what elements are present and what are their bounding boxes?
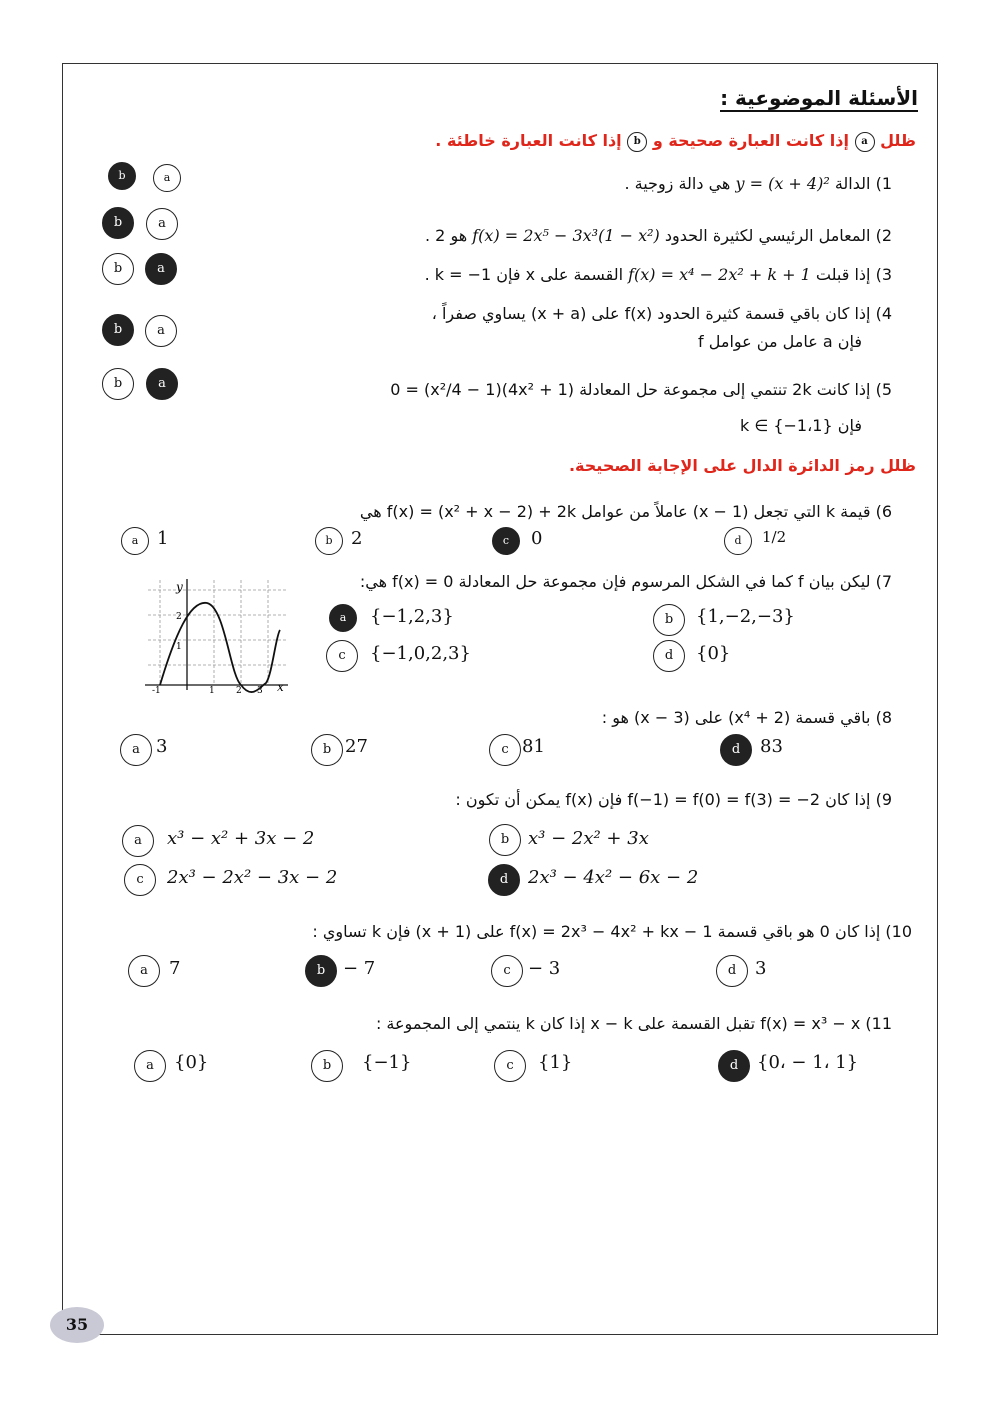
q6-option-a[interactable]: a <box>121 527 149 555</box>
tf-question-4-line2: فإن a عامل من عوامل f <box>698 332 862 351</box>
q9-option-a[interactable]: a <box>122 825 154 857</box>
q7-option-c[interactable]: c <box>326 640 358 672</box>
q11-option-b-value: {−1} <box>362 1052 412 1073</box>
legend-circle-b: b <box>627 132 647 152</box>
graph-tick-y: 2 <box>176 612 182 622</box>
tf-question-1: 1) الدالة y = (x + 4)² هي دالة زوجية . <box>624 174 892 193</box>
q6-option-a-value: 1 <box>157 528 169 549</box>
q9-option-c-value: 2x³ − 2x² − 3x − 2 <box>167 867 338 888</box>
q8-option-d[interactable]: d <box>720 734 752 766</box>
q8-option-a-value: 3 <box>156 736 168 757</box>
instruction-multiple-choice: ظلل رمز الدائرة الدال على الإجابة الصحيحة. <box>568 456 916 475</box>
mc-question-11: 11) f(x) = x³ − x تقبل القسمة على x − k إذا كان k ينتمي إلى المجموعة : <box>375 1014 892 1033</box>
q10-option-b[interactable]: b <box>305 955 337 987</box>
q11-option-d-value: {0، − 1، 1} <box>757 1052 859 1073</box>
tf2-option-a[interactable]: a <box>146 208 178 240</box>
q8-option-b-value: 27 <box>345 736 368 757</box>
q11-option-a[interactable]: a <box>134 1050 166 1082</box>
q6-option-b[interactable]: b <box>315 527 343 555</box>
q6-option-c[interactable]: c <box>492 527 520 555</box>
q10-option-a[interactable]: a <box>128 955 160 987</box>
graph-y-label: y <box>176 580 183 594</box>
legend-circle-a: a <box>855 132 875 152</box>
tf5-option-b[interactable]: b <box>102 368 134 400</box>
graph-tick-x: 3 <box>257 686 263 695</box>
tf1-option-b[interactable]: b <box>108 162 136 190</box>
q8-option-d-value: 83 <box>760 736 783 757</box>
tf-question-5: 5) إذا كانت 2k تنتمي إلى مجموعة حل المعادلة (4x² + 1)(x²/4 − 1) = 0 <box>390 380 892 399</box>
page-title: الأسئلة الموضوعية : <box>720 86 918 110</box>
instruction-true-false: ظلل a إذا كانت العبارة صحيحة و b إذا كانت العبارة خاطئة . <box>435 131 916 150</box>
q7-option-c-value: {−1,0,2,3} <box>370 643 471 664</box>
tf-question-3: 3) إذا قبلت f(x) = x⁴ − 2x² + k + 1 القسمة على x فإن k = −1 . <box>424 265 892 284</box>
q10-option-c-value: − 3 <box>528 958 561 979</box>
q10-option-d[interactable]: d <box>716 955 748 987</box>
tf2-option-b[interactable]: b <box>102 207 134 239</box>
mc-question-6: 6) قيمة k التي تجعل (x − 1) عاملاً من عوامل f(x) = (x² + x − 2) + 2k هي <box>359 502 892 521</box>
q10-option-b-value: − 7 <box>343 958 376 979</box>
graph-x-label: x <box>277 680 284 694</box>
tf-question-2: 2) المعامل الرئيسي لكثيرة الحدود f(x) = 2x⁵ − 3x³(1 − x²) هو 2 . <box>425 226 892 245</box>
q11-option-c-value: {1} <box>538 1052 573 1073</box>
page-number: 35 <box>50 1307 104 1343</box>
tf4-option-a[interactable]: a <box>145 315 177 347</box>
page-frame <box>62 63 938 1335</box>
q11-option-a-value: {0} <box>174 1052 209 1073</box>
graph-tick-x: -1 <box>152 686 161 695</box>
tf5-option-a[interactable]: a <box>146 368 178 400</box>
q7-option-a-value: {−1,2,3} <box>370 606 454 627</box>
mc-question-7: 7) ليكن بيان f كما في الشكل المرسوم فإن مجموعة حل المعادلة f(x) = 0 هي: <box>359 572 892 591</box>
graph-grid <box>148 580 288 685</box>
mc-question-9: 9) إذا كان f(−1) = f(0) = f(3) = −2 فإن f(x) يمكن أن تكون : <box>455 790 892 809</box>
q6-option-d-value: 1/2 <box>762 528 787 546</box>
q7-option-d[interactable]: d <box>653 640 685 672</box>
q7-option-b[interactable]: b <box>653 604 685 636</box>
q11-option-d[interactable]: d <box>718 1050 750 1082</box>
q9-option-d[interactable]: d <box>488 864 520 896</box>
q8-option-b[interactable]: b <box>311 734 343 766</box>
graph-tick-x: 2 <box>236 686 242 695</box>
mc-question-8: 8) باقي قسمة (x⁴ + 2) على (x − 3) هو : <box>601 708 892 727</box>
tf3-option-a[interactable]: a <box>145 253 177 285</box>
tf4-option-b[interactable]: b <box>102 314 134 346</box>
tf3-option-b[interactable]: b <box>102 253 134 285</box>
q7-option-a[interactable]: a <box>329 604 357 632</box>
q7-option-d-value: {0} <box>696 643 731 664</box>
q7-function-graph <box>140 575 290 695</box>
q9-option-c[interactable]: c <box>124 864 156 896</box>
q8-option-c-value: 81 <box>522 736 545 757</box>
q6-option-b-value: 2 <box>351 528 363 549</box>
q6-option-d[interactable]: d <box>724 527 752 555</box>
tf1-option-a[interactable]: a <box>153 164 181 192</box>
q10-option-a-value: 7 <box>169 958 181 979</box>
tf-question-4: 4) إذا كان باقي قسمة كثيرة الحدود f(x) على (x + a) يساوي صفراً ، <box>431 304 892 323</box>
q8-option-c[interactable]: c <box>489 734 521 766</box>
graph-tick-y: 1 <box>176 642 182 652</box>
q10-option-c[interactable]: c <box>491 955 523 987</box>
q7-option-b-value: {1,−2,−3} <box>696 606 795 627</box>
q11-option-b[interactable]: b <box>311 1050 343 1082</box>
q6-option-c-value: 0 <box>531 528 543 549</box>
mc-question-10: 10) إذا كان 0 هو باقي قسمة f(x) = 2x³ − 4x² + kx − 1 على (x + 1) فإن k تساوي : <box>312 922 912 941</box>
tf-question-5-line2: فإن k ∈ {−1،1} <box>739 416 862 435</box>
q10-option-d-value: 3 <box>755 958 767 979</box>
q11-option-c[interactable]: c <box>494 1050 526 1082</box>
q9-option-b[interactable]: b <box>489 824 521 856</box>
graph-tick-x: 1 <box>209 686 215 695</box>
q9-option-d-value: 2x³ − 4x² − 6x − 2 <box>528 867 699 888</box>
q8-option-a[interactable]: a <box>120 734 152 766</box>
q9-option-b-value: x³ − 2x² + 3x <box>528 828 649 849</box>
q9-option-a-value: x³ − x² + 3x − 2 <box>167 828 315 849</box>
